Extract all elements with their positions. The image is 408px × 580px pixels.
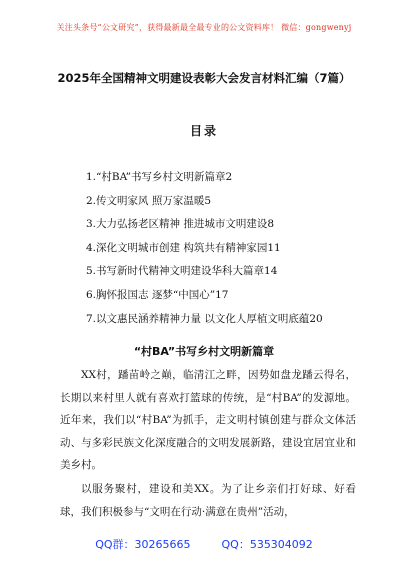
footer-qq-group: QQ群：30265665 bbox=[95, 538, 191, 551]
toc-item[interactable]: 1.“村BA”书写乡村文明新篇章2 bbox=[86, 171, 233, 183]
footer-contact bbox=[0, 536, 408, 552]
toc-item[interactable]: 7.以文惠民涵养精神力量 以文化人厚植文明底蕴20 bbox=[86, 312, 323, 325]
toc-item[interactable]: 6.胸怀报国志 逐梦“中国心”17 bbox=[86, 288, 229, 301]
toc-item[interactable]: 3.大力弘扬老区精神 推进城市文明建设8 bbox=[86, 218, 275, 231]
body-paragraph: 以服务聚村，建设和美XX。为了让乡亲们打好球、好看球，我们积极参与“文明在行动·满意在贵州”活动， bbox=[60, 483, 356, 518]
table-of-contents bbox=[86, 166, 323, 331]
toc-heading: 目录 bbox=[189, 124, 218, 138]
toc-item[interactable]: 2.传文明家风 照万家温暖5 bbox=[86, 194, 212, 207]
document-title: 2025年全国精神文明建设表彰大会发言材料汇编（7篇） bbox=[57, 71, 351, 85]
toc-item[interactable]: 5.书写新时代精神文明建设华科大篇章14 bbox=[86, 265, 278, 278]
body-paragraph: XX村，蹯苗岭之巅，临清江之畔，因势如盘龙蹯云得名，长期以来村里人就有喜欢打篮球的传统，是“村BA”的发源地。近年来，我们以“村BA”为抓手，走文明村镇创建与群众文体活动、与多彩民族文化深度融合的文明发展新路，建设宜居宜业和美乡村。 bbox=[60, 369, 356, 472]
toc-item[interactable]: 4.深化文明城市创建 构筑共有精神家园11 bbox=[86, 241, 281, 254]
section-title: “村BA”书写乡村文明新篇章 bbox=[133, 345, 275, 358]
header-note: 关注头条号“公文研究”，获得最新最全最专业的公文资料库！ 微信：gongwenyj bbox=[56, 23, 352, 32]
footer-qq-number: QQ：535304092 bbox=[221, 538, 313, 551]
